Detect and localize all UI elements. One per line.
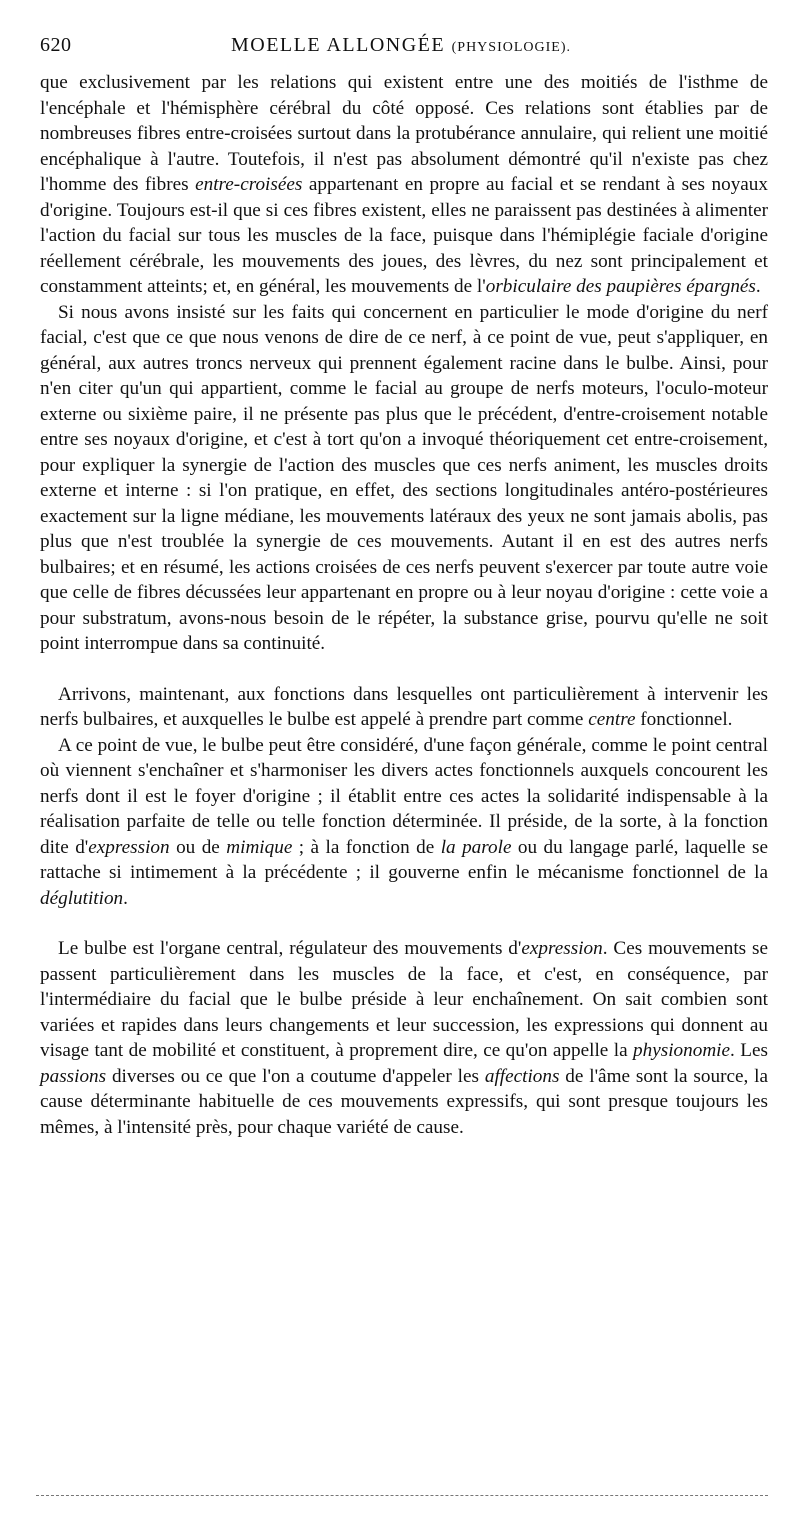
italic-run: centre — [588, 709, 636, 730]
text-run: A ce point de vue, le bulbe peut être considéré, d'une façon générale, comme le point central où viennent s'enchaîner et s'harmoniser les divers actes fonctionnels auxquels concourent les nerfs dont il est le foyer d'origine ; il établit entre ces actes la solidarité indispensable à la réalisation parfaite de telle ou telle fonction déterminée. Il préside, de la sorte, à la fonction dite d' — [40, 734, 768, 858]
italic-run: déglutition — [40, 887, 124, 909]
text-run: . — [755, 276, 761, 297]
italic-run: orbiculaire des paupières épargnés — [485, 276, 756, 297]
running-header — [36, 28, 766, 64]
running-title-text: MOELLE ALLONGÉE — [230, 34, 446, 56]
text-run: ou de — [169, 836, 227, 858]
paragraph-5 — [40, 936, 768, 1140]
running-title — [36, 34, 766, 57]
text-run: ; à la fonction de — [292, 836, 441, 858]
running-title-subtitle: (PHYSIOLOGIE). — [451, 40, 572, 55]
text-run: . Les — [730, 1040, 768, 1061]
italic-run: mimique — [226, 836, 293, 858]
text-run: . Ces mouvements se passent particulièrement dans les muscles de la face, et c'est, en conséquence, par l'intermédiaire du facial que le bulbe préside à leur enchaînement. On sait combien sont variées et rapides dans leurs changements et leur succession, les expressions qui donnent au visage tant de mobilité et constituent, à proprement dire, ce qu'on appelle la — [40, 938, 768, 1061]
text-run: appartenant en propre au facial et se rendant à ses noyaux d'origine. Toujours est-il que si ces fibres existent, elles ne paraissent pas destinées à alimenter l'action du facial sur tous les muscles de la face, puisque dans l'hémiplégie faciale d'origine réellement cérébrale, les mouvements des joues, des lèvres, du nez sont principalement et constamment atteints; et, en général, les mouvements de l' — [40, 174, 768, 297]
text-run: . — [123, 887, 128, 909]
text-run: Le bulbe est l'organe central, régulateur des mouvements d' — [58, 938, 522, 959]
italic-run: la parole — [440, 836, 512, 858]
italic-run: physionomie — [633, 1040, 731, 1061]
page-number: 620 — [40, 34, 72, 56]
italic-run: expression — [88, 836, 170, 858]
text-run: fonctionnel. — [635, 709, 733, 730]
italic-run: affections — [484, 1065, 560, 1087]
footer-rule — [36, 1495, 768, 1496]
text-run: ou du langage parlé, laquelle se rattache si intimement à la précédente ; il gouverne enfin le mécanisme fonctionnel de la — [40, 836, 768, 883]
body-text — [40, 70, 768, 1140]
paragraph-1 — [40, 70, 768, 300]
text-run: de l'âme sont la source, la cause déterminante habituelle de ces mouvements expressifs, qui sont presque toujours les mêmes, à l'intensité près, pour chaque variété de cause. — [40, 1065, 768, 1138]
italic-run: entre-croisées — [195, 174, 303, 195]
italic-run: passions — [40, 1065, 107, 1087]
paragraph-4 — [40, 733, 768, 912]
text-run: diverses ou ce que l'on a coutume d'appeler les — [106, 1065, 485, 1087]
text-run: Arrivons, maintenant, aux fonctions dans lesquelles ont particulièrement à intervenir les nerfs bulbaires, et auxquelles le bulbe est appelé à prendre part comme — [40, 683, 768, 730]
paragraph-3 — [40, 682, 768, 733]
text-run: Si nous avons insisté sur les faits qui concernent en particulier le mode d'origine du nerf facial, c'est que ce que nous venons de dire de ce nerf, à ce point de vue, peut s'appliquer, en général, aux autres troncs nerveux qui prennent également racine dans le bulbe. Ainsi, pour n'en citer qu'un qui appartient, comme le facial au groupe de nerfs moteurs, l'oculo-moteur externe ou sixième paire, il ne présente pas plus que le précédent, d'entre-croisement notable entre ses noyaux d'origine, et c'est à tort qu'on a invoqué théoriquement cet entre-croisement, pour expliquer la synergie de l'action des muscles que ces nerfs animent, les muscles droits externe et interne : si l'on pratique, en effet, des sections longitudinales antéro-postérieures exactement sur la ligne médiane, les mouvements latéraux des yeux ne sont jamais abolis, pas plus que n'est troublée la synergie de ces mouvements. Autant il en est des autres nerfs bulbaires; et en résumé, les actions croisées de ces nerfs peuvent s'exercer par toute autre voie que celle de fibres décussées leur appartenant en propre ou à leur noyau d'origine : cette voie a pour substratum, avons-nous besoin de le répéter, la substance grise, pourvu qu'elle ne soit point interrompue dans sa continuité. — [40, 301, 768, 654]
paragraph-2 — [40, 300, 768, 657]
text-run: que exclusivement par les relations qui existent entre une des moitiés de l'isthme de l'encéphale et l'hémisphère cérébral du côté opposé. Ces relations sont établies par de nombreuses fibres entre-croisées surtout dans la protubérance annulaire, qui relient une moitié encéphalique à l'autre. Toutefois, il n'est pas absolument démontré qu'il n'existe pas chez l'homme des fibres — [40, 72, 768, 195]
italic-run: expression — [521, 938, 603, 959]
